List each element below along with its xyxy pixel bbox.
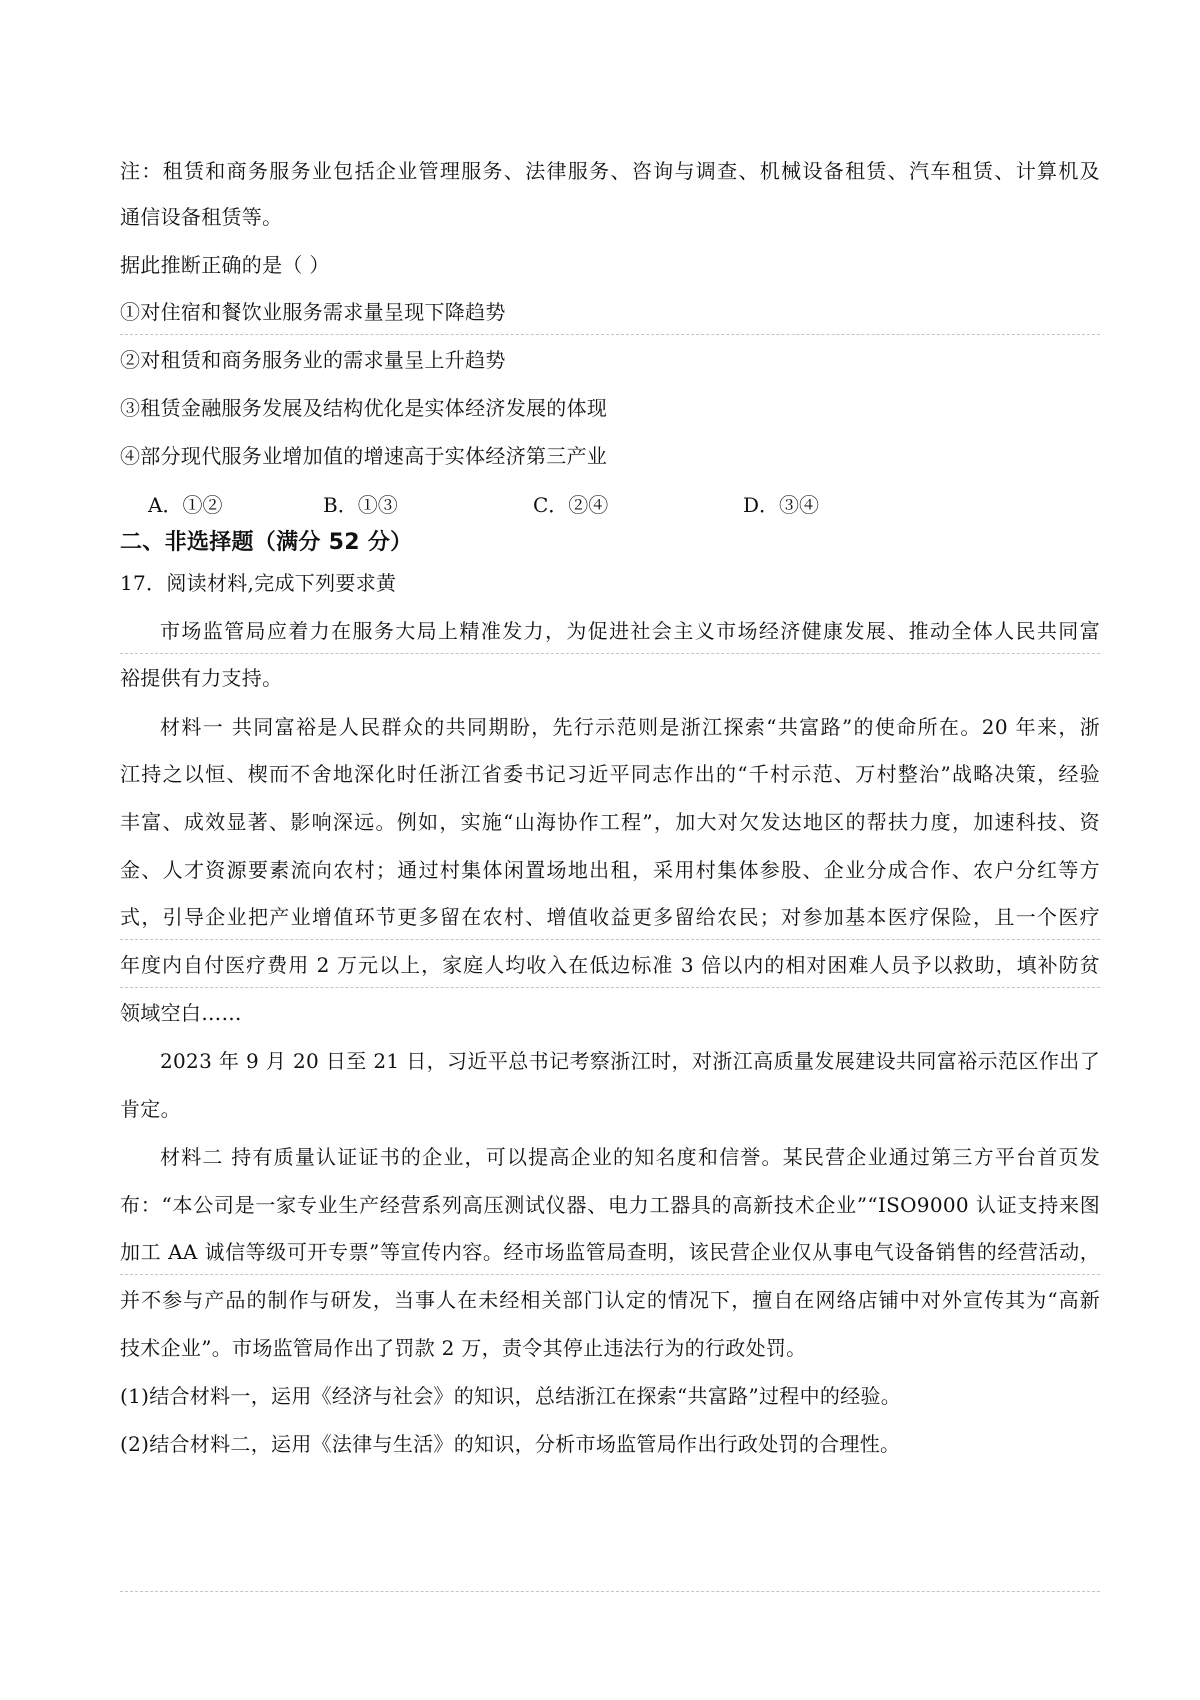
material1-line-3: 丰富、成效显著、影响深远。例如，实施“山海协作工程”，加大对欠发达地区的帮扶力度，加速科技、资 [120,810,1100,834]
question-17-title: 17．阅读材料,完成下列要求黄 [120,571,397,595]
dotted-rule [120,939,1100,940]
intro-line-2: 裕提供有力支持。 [120,666,283,690]
option-c: C．②④ [533,493,609,517]
material1-line-1: 材料一 共同富裕是人民群众的共同期盼，先行示范则是浙江探索“共富路”的使命所在。20 年来，浙 [160,715,1100,739]
option-a: A．①② [148,493,223,517]
note-line-2: 通信设备租赁等。 [120,205,283,229]
dotted-rule [120,987,1100,988]
material1-line-5: 式，引导企业把产业增值环节更多留在农村、增值收益更多留给农民；对参加基本医疗保险，且一个医疗 [120,905,1100,929]
statement-2: ②对租赁和商务服务业的需求量呈上升趋势 [120,348,506,372]
material2-line-5: 技术企业”。市场监管局作出了罚款 2 万，责令其停止违法行为的行政处罚。 [120,1336,807,1360]
dotted-rule [120,334,1100,335]
statement-4: ④部分现代服务业增加值的增速高于实体经济第三产业 [120,444,608,468]
question-stem: 据此推断正确的是（ ） [120,253,330,277]
material2-line-1: 材料二 持有质量认证证书的企业，可以提高企业的知名度和信誉。某民营企业通过第三方平台首页发 [160,1145,1100,1169]
material1-line-4: 金、人才资源要素流向农村；通过村集体闲置场地出租，采用村集体参股、企业分成合作、农户分红等方 [120,858,1100,882]
option-d: D．③④ [743,493,820,517]
material2-line-2: 布：“本公司是一家专业生产经营系列高压测试仪器、电力工器具的高新技术企业”“ISO9000 认证支持来图 [120,1193,1100,1217]
material1-line-6: 年度内自付医疗费用 2 万元以上，家庭人均收入在低边标准 3 倍以内的相对困难人员予以救助，填补防贫 [120,953,1100,977]
sub-question-1: (1)结合材料一，运用《经济与社会》的知识，总结浙江在探索“共富路”过程中的经验。 [120,1384,902,1408]
visit-line-2: 肯定。 [120,1097,181,1121]
material1-line-2: 江持之以恒、楔而不舍地深化时任浙江省委书记习近平同志作出的“千村示范、万村整治”战略决策，经验 [120,762,1100,786]
intro-line-1: 市场监管局应着力在服务大局上精准发力，为促进社会主义市场经济健康发展、推动全体人民共同富 [160,619,1100,643]
option-b: B．①③ [323,493,398,517]
note-line-1: 注：租赁和商务服务业包括企业管理服务、法律服务、咨询与调查、机械设备租赁、汽车租赁、计算机及 [120,159,1100,183]
section-heading: 二、非选择题（满分 52 分） [120,530,413,555]
dotted-rule [120,653,1100,654]
material2-line-3: 加工 AA 诚信等级可开专票”等宣传内容。经市场监管局查明，该民营企业仅从事电气设备销售的经营活动， [120,1240,1100,1264]
statement-3: ③租赁金融服务发展及结构优化是实体经济发展的体现 [120,396,608,420]
sub-question-2: (2)结合材料二，运用《法律与生活》的知识，分析市场监管局作出行政处罚的合理性。 [120,1432,901,1456]
visit-line-1: 2023 年 9 月 20 日至 21 日，习近平总书记考察浙江时，对浙江高质量发展建设共同富裕示范区作出了 [160,1049,1100,1073]
material1-line-7: 领域空白…… [120,1001,242,1025]
material2-line-4: 并不参与产品的制作与研发，当事人在未经相关部门认定的情况下，擅自在网络店铺中对外宣传其为“高新 [120,1288,1100,1312]
statement-1: ①对住宿和餐饮业服务需求量呈现下降趋势 [120,300,506,324]
dotted-rule [120,1591,1100,1592]
dotted-rule [120,1274,1100,1275]
